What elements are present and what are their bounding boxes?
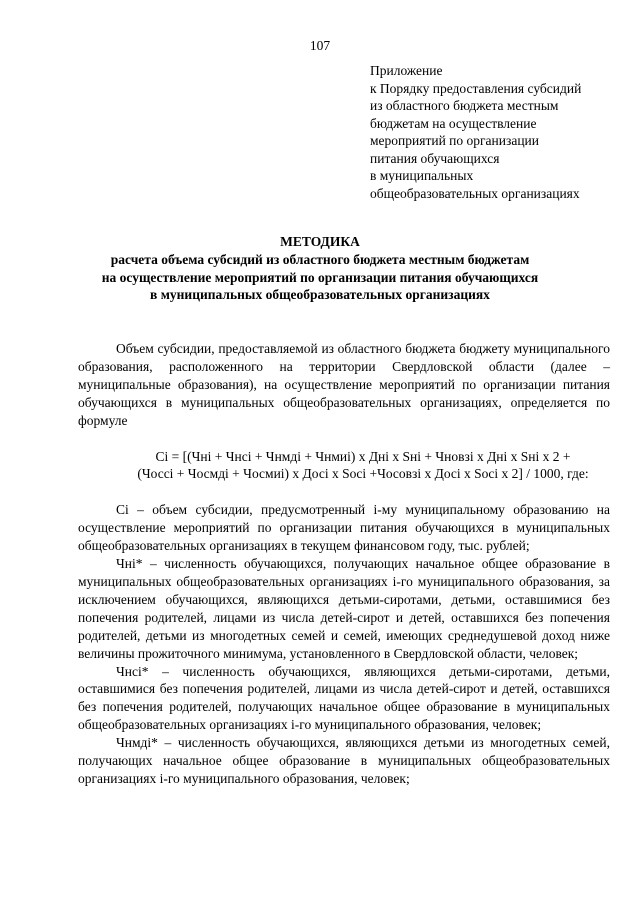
definition-paragraph: Ci – объем субсидии, предусмотренный i-му муниципальному образованию на осуществление мероприятий по организации питания обучающихся в муниципальных общеобразовательных организациях в текущем финансовом году, тыс. рублей; [78, 502, 610, 554]
page-number: 107 [309, 38, 331, 53]
appendix-line: мероприятий по организации [370, 133, 539, 148]
title-line: в муниципальных общеобразовательных организациях [150, 287, 490, 303]
document-body [78, 340, 610, 788]
appendix-line: из областного бюджета местным [370, 98, 559, 113]
title-line: на осуществление мероприятий по организации питания обучающихся [101, 269, 539, 285]
intro-paragraph: Объем субсидии, предоставляемой из областного бюджета бюджету муниципального образования, расположенного на территории Свердловской области (далее – муниципальные образования), на осуществление мероприятий по организации питания обучающихся в муниципальных общеобразовательных организациях, определяется по формуле [78, 341, 610, 428]
appendix-line: питания обучающихся [370, 150, 500, 166]
appendix-line: бюджетам на осуществление [370, 115, 537, 131]
formula-line: (Чоссi + Чосмдi + Чосмиi) х Досi х Soci +Чосовзi х Досi х Soci х 2] / 1000, где: [137, 466, 589, 482]
appendix-line: общеобразовательных организациях [370, 185, 580, 201]
definition-paragraph: Чнмдi* – численность обучающихся, являющихся детьми из многодетных семей, получающих начальное общее образование в муниципальных общеобразовательных организациях i-го муниципального образования, человек; [78, 735, 610, 786]
appendix-line: Приложение [370, 63, 443, 78]
appendix-header [370, 62, 620, 202]
definition-paragraph: Чнсi* – численность обучающихся, являющихся детьми-сиротами, детьми, оставшимися без попечения родителей, лицами из числа детей-сирот и детей, оставшихся без попечения родителей, получающих начальное общее образование в муниципальных общеобразовательных организациях i-го муниципального образования, человек; [78, 663, 610, 733]
title-line: расчета объема субсидий из областного бюджета местным бюджетам [110, 251, 530, 267]
appendix-line: к Порядку предоставления субсидий [370, 80, 582, 96]
appendix-line: в муниципальных [370, 168, 474, 183]
title-main: МЕТОДИКА [280, 234, 360, 249]
formula-line: Ci = [(Чнi + Чнсi + Чнмдi + Чнмиi) х Днi х Sнi + Чновзi х Днi х Sнi х 2 + [155, 448, 571, 464]
document-title [60, 233, 580, 304]
definition-paragraph: Чнi* – численность обучающихся, получающих начальное общее образование в муниципальных общеобразовательных организациях i-го муниципального образования, за исключением обучающихся, являющихся детьми-сиротами, детьми, оставшимися без попечения родителей, лицами из числа детей-сирот и детей, оставшихся без попечения родителей, детьми из многодетных семей и семей, имеющих среднедушевой доход ниже величины прожиточного минимума, установленного в Свердловской области, человек; [78, 556, 610, 661]
